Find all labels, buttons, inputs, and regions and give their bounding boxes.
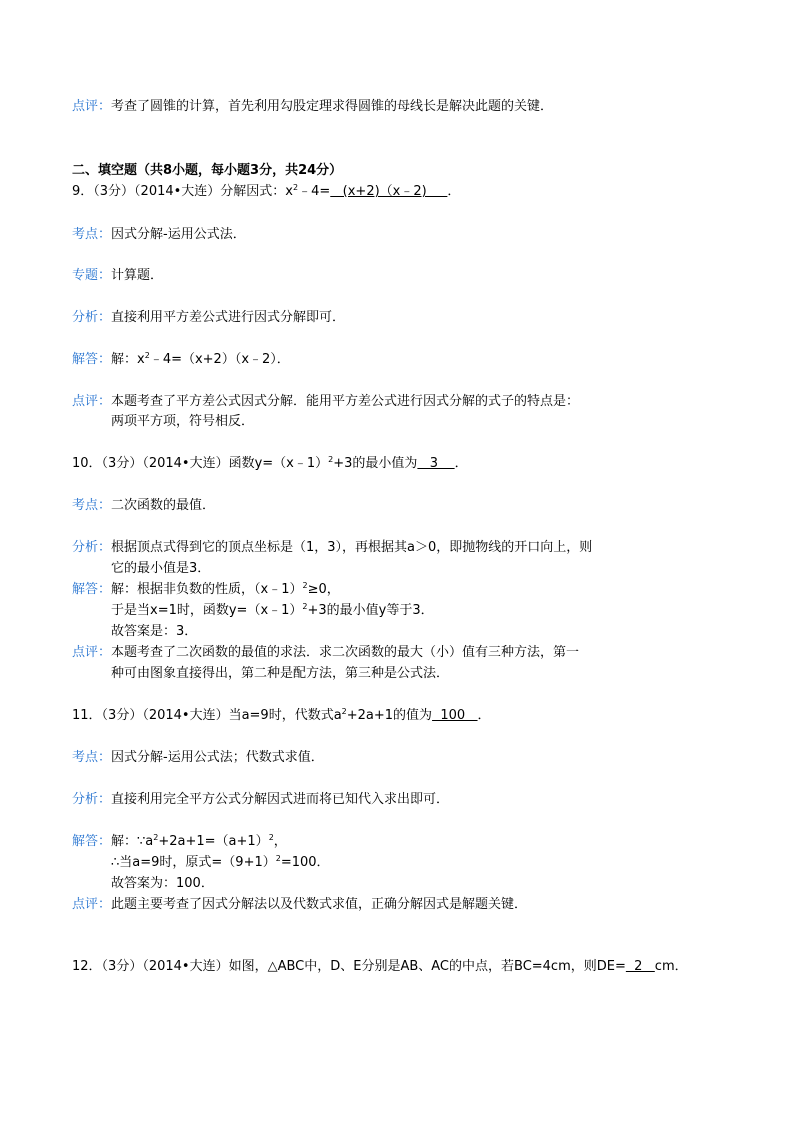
- q10-fenxi-cont: 它的最小值是3．: [111, 561, 211, 576]
- fenxi-text: 直接利用完全平方公式分解因式进而将已知代入求出即可．: [111, 792, 450, 807]
- question-9: [72, 182, 460, 202]
- q12-answer: 2: [625, 959, 655, 974]
- jieda-text-2a: ∴当a=9时，原式=（9+1）: [111, 855, 276, 870]
- q10-jieda-line2: [111, 601, 434, 621]
- kaodian-text: 因式分解-运用公式法．: [111, 227, 246, 242]
- q10-jieda: [72, 580, 340, 600]
- jieda-label: 解答：: [72, 582, 112, 597]
- fenxi-text: 直接利用平方差公式进行因式分解即可．: [111, 310, 346, 325]
- kaodian-text: 因式分解-运用公式法；代数式求值．: [111, 750, 324, 765]
- q10-end: ．: [454, 456, 468, 471]
- comment-text: 考查了圆锥的计算，首先利用勾股定理求得圆锥的母线长是解决此题的关键．: [111, 99, 554, 114]
- jieda-sup-2: 2: [302, 602, 308, 611]
- jieda-sup-1: 2: [153, 833, 159, 842]
- zhuanti-text: 计算题．: [111, 268, 164, 283]
- q11-jieda-line2: [111, 853, 330, 873]
- q11-answer: 100: [432, 708, 478, 723]
- kaodian-text: 二次函数的最值．: [111, 498, 216, 513]
- kaodian-label: 考点：: [72, 227, 112, 242]
- q10-sup: 2: [328, 455, 334, 464]
- zhuanti-label: 专题：: [72, 268, 112, 283]
- jieda-sup-1: 2: [302, 581, 308, 590]
- q9-zhuanti: [72, 266, 163, 286]
- dianping-label: 点评：: [72, 394, 112, 409]
- q10-mid: +3的最小值为: [333, 456, 418, 471]
- question-12: [72, 957, 688, 977]
- jieda-text-1a: 解：根据非负数的性质，（x﹣1）: [111, 582, 303, 597]
- q9-sup: 2: [293, 183, 299, 192]
- comment-label: 点评：: [72, 99, 112, 114]
- kaodian-label: 考点：: [72, 750, 112, 765]
- q9-jieda: [72, 350, 290, 370]
- fenxi-label: 分析：: [72, 792, 112, 807]
- q10-prefix: 10．（3分）（2014•大连）函数y=（x﹣1）: [72, 456, 329, 471]
- jieda-text-2a: 于是当x=1时，函数y=（x﹣1）: [111, 603, 303, 618]
- fenxi-label: 分析：: [72, 540, 112, 555]
- question-11: [72, 706, 491, 726]
- q10-answer: 3: [417, 456, 455, 471]
- q12-prefix: 12．（3分）（2014•大连）如图，△ABC中，D、E分别是AB、AC的中点，若BC=4cm，则DE=: [72, 959, 626, 974]
- jieda-text-1a: 解：∵a: [111, 834, 154, 849]
- jieda-text-1b: ≥0，: [307, 582, 340, 597]
- q9-dianping-cont: 两项平方项，符号相反．: [111, 414, 255, 429]
- q10-dianping: [72, 643, 579, 663]
- dianping-label: 点评：: [72, 645, 112, 660]
- q11-dianping: [72, 895, 527, 915]
- q11-jieda-line3: 故答案为：100．: [111, 876, 214, 891]
- q10-dianping-cont: 种可由图象直接得出，第二种是配方法，第三种是公式法．: [111, 666, 450, 681]
- q11-sup: 2: [341, 707, 347, 716]
- q9-dianping: [72, 392, 579, 412]
- dianping-text-1: 本题考查了二次函数的最值的求法．求二次函数的最大（小）值有三种方法，第一: [111, 645, 580, 660]
- jieda-label: 解答：: [72, 352, 112, 367]
- jieda-text-b: ﹣4=（x+2）（x﹣2）．: [149, 352, 290, 367]
- jieda-label: 解答：: [72, 834, 112, 849]
- q11-fenxi: [72, 790, 449, 810]
- q9-kaodian: [72, 225, 246, 245]
- q12-end: cm．: [654, 959, 688, 974]
- q10-jieda-line3: 故答案是：3．: [111, 624, 198, 639]
- dianping-label: 点评：: [72, 897, 112, 912]
- section-title: 二、填空题（共8小题，每小题3分，共24分）: [72, 163, 343, 178]
- q9-answer: (x+2)（x﹣2): [330, 184, 448, 199]
- jieda-text-1b: +2a+1=（a+1）: [158, 834, 269, 849]
- q9-prefix: 9．（3分）（2014•大连）分解因式：x: [72, 184, 293, 199]
- jieda-text-a: 解：x: [111, 352, 145, 367]
- jieda-text-1c: ，: [273, 834, 287, 849]
- jieda-sup: 2: [144, 351, 150, 360]
- q9-end: ．: [447, 184, 461, 199]
- jieda-text-2b: +3的最小值y等于3．: [307, 603, 434, 618]
- fenxi-text-1: 根据顶点式得到它的顶点坐标是（1，3），再根据其a＞0，即抛物线的开口向上，则: [111, 540, 593, 555]
- fenxi-label: 分析：: [72, 310, 112, 325]
- q10-fenxi: [72, 538, 592, 558]
- dianping-text: 此题主要考查了因式分解法以及代数式求值，正确分解因式是解题关键．: [111, 897, 528, 912]
- q10-kaodian: [72, 496, 215, 516]
- jieda-sup-1b: 2: [268, 833, 274, 842]
- q9-fenxi: [72, 308, 345, 328]
- top-comment: [72, 97, 553, 117]
- q11-mid: +2a+1的值为: [346, 708, 433, 723]
- q11-kaodian: [72, 748, 324, 768]
- q11-jieda: [72, 832, 287, 852]
- jieda-text-2b: =100．: [280, 855, 330, 870]
- kaodian-label: 考点：: [72, 498, 112, 513]
- jieda-sup-2: 2: [275, 854, 281, 863]
- q11-end: ．: [477, 708, 491, 723]
- dianping-text-1: 本题考查了平方差公式因式分解．能用平方差公式进行因式分解的式子的特点是：: [111, 394, 580, 409]
- question-10: [72, 454, 468, 474]
- q9-mid: ﹣4=: [298, 184, 331, 199]
- q11-prefix: 11．（3分）（2014•大连）当a=9时，代数式a: [72, 708, 342, 723]
